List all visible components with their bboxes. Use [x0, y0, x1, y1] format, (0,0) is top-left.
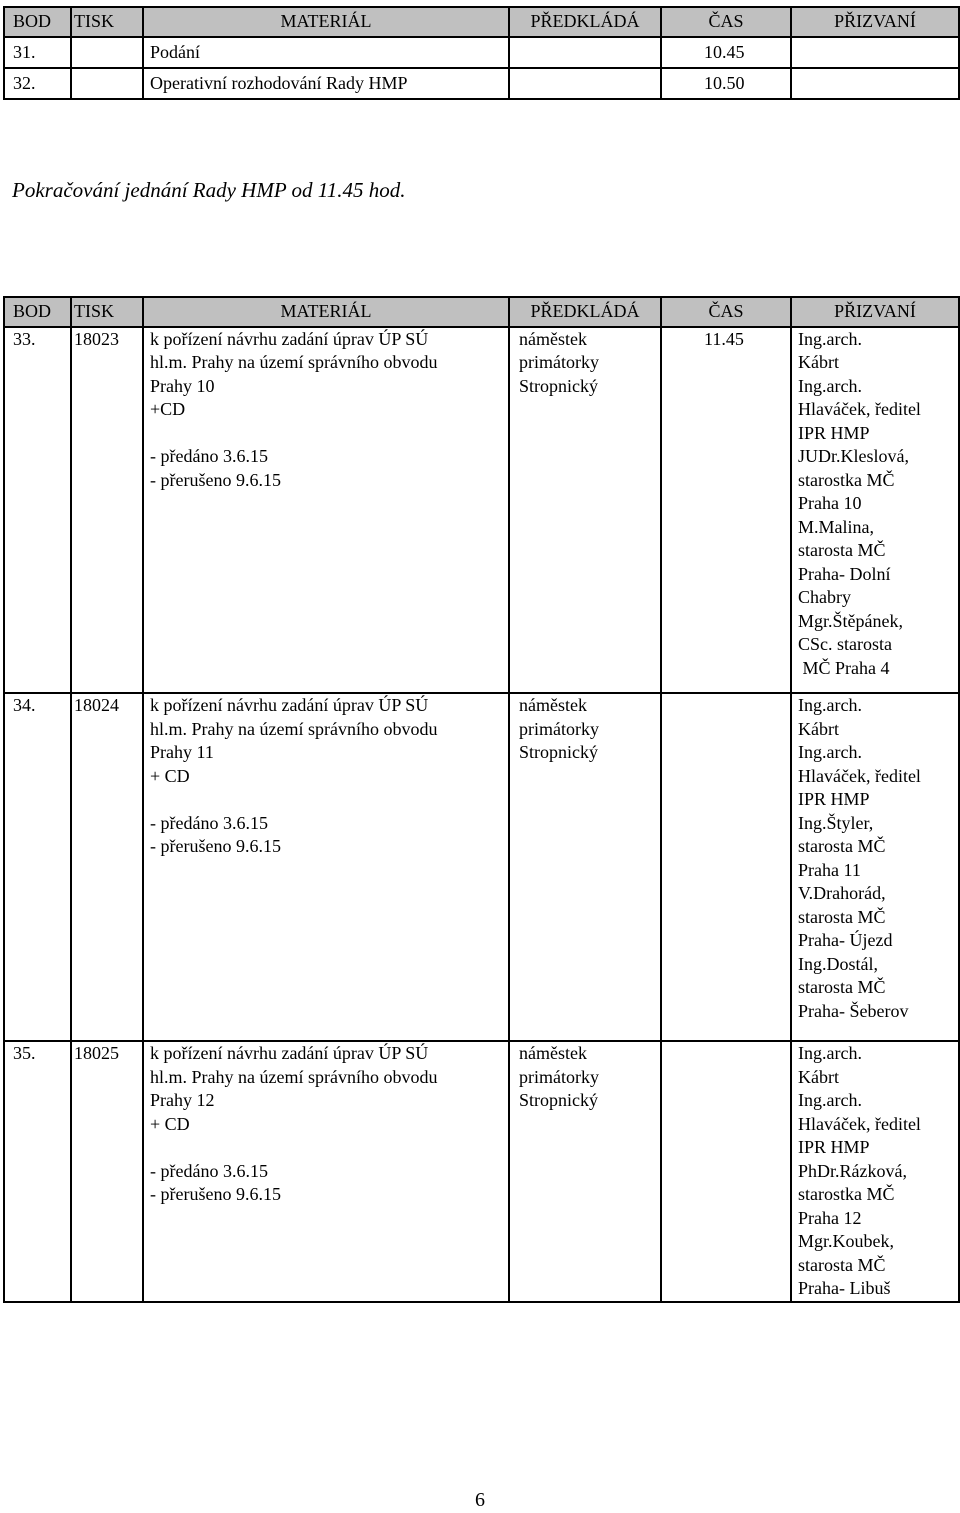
blank-line [150, 422, 508, 446]
cell-prizvani-line: starostka MČ [798, 469, 895, 490]
header-cas: ČAS [661, 297, 791, 327]
cell-cas [661, 1041, 791, 1302]
cell-prizvani [791, 37, 959, 68]
table-header-row [4, 297, 959, 327]
cell-prizvani [791, 693, 959, 1041]
cell-predklada [509, 327, 661, 694]
cell-material-line: - předáno 3.6.15 [150, 446, 268, 466]
cell-prizvani-line: Ing.arch. [798, 695, 862, 715]
cell-prizvani-line: Ing.arch. [798, 1090, 862, 1110]
cell-prizvani-line: JUDr.Kleslová, [798, 446, 909, 466]
table-row [4, 693, 959, 1041]
header-predklada: PŘEDKLÁDÁ [509, 297, 661, 327]
cell-prizvani-line: Praha- Dolní [798, 563, 891, 584]
cell-prizvani-line: Ing.arch. [798, 742, 862, 762]
cell-prizvani-line: MČ Praha 4 [798, 657, 890, 678]
cell-prizvani-line: Ing.arch. [798, 1043, 862, 1063]
cell-predklada [509, 1041, 661, 1302]
table-row [4, 1041, 959, 1302]
cell-cas: 10.50 [661, 68, 791, 99]
cell-predklada-line: primátorky [519, 1066, 599, 1087]
cell-prizvani-line: Praha- Újezd [798, 930, 893, 950]
cell-material [143, 693, 509, 1041]
cell-prizvani-line: M.Malina, [798, 516, 874, 537]
table-row [4, 327, 959, 694]
cell-prizvani-line: starosta MČ [798, 977, 886, 997]
cell-material-line: Prahy 11 [150, 742, 214, 762]
cell-material-line: - předáno 3.6.15 [150, 812, 268, 833]
cell-material [143, 327, 509, 694]
cell-tisk [71, 37, 143, 68]
cell-prizvani-line: IPR HMP [798, 422, 870, 443]
cell-material: Operativní rozhodování Rady HMP [143, 68, 509, 99]
cell-prizvani-line: Ing.arch. [798, 328, 862, 349]
cell-predklada-line: náměstek [519, 695, 587, 715]
cell-predklada-line: primátorky [519, 352, 599, 372]
cell-material-line: hl.m. Prahy na území správního obvodu [150, 352, 438, 372]
agenda-table-2 [3, 296, 960, 1303]
cell-predklada-line: Stropnický [519, 742, 598, 762]
cell-material-line: - přerušeno 9.6.15 [150, 836, 281, 856]
cell-prizvani-line: Kábrt [798, 352, 839, 372]
cell-prizvani-line: CSc. starosta [798, 634, 892, 654]
cell-prizvani-line: Praha- Šeberov [798, 1000, 909, 1021]
cell-cas: 11.45 [661, 327, 791, 694]
cell-prizvani-line: Hlaváček, ředitel [798, 765, 921, 786]
cell-prizvani [791, 1041, 959, 1302]
cell-predklada-line: náměstek [519, 328, 587, 349]
cell-predklada-line: náměstek [519, 1043, 587, 1063]
cell-material-line: Prahy 10 [150, 375, 215, 396]
header-bod: BOD [4, 297, 71, 327]
section-heading: Pokračování jednání Rady HMP od 11.45 hod. [12, 178, 406, 202]
cell-prizvani-line: Ing.Štyler, [798, 812, 874, 833]
cell-prizvani-line: V.Drahorád, [798, 883, 886, 903]
cell-material-line: Prahy 12 [150, 1090, 215, 1110]
cell-prizvani-line: IPR HMP [798, 1137, 870, 1157]
cell-prizvani-line: starostka MČ [798, 1184, 895, 1204]
cell-material-line: - přerušeno 9.6.15 [150, 469, 281, 490]
page-number: 6 [475, 1489, 485, 1511]
cell-material-line: hl.m. Prahy na území správního obvodu [150, 718, 438, 739]
cell-predklada [509, 68, 661, 99]
cell-prizvani-line: Praha 10 [798, 493, 862, 513]
cell-material-line: + CD [150, 765, 190, 786]
header-material: MATERIÁL [143, 7, 509, 37]
cell-cas [661, 693, 791, 1041]
cell-prizvani [791, 68, 959, 99]
header-cas: ČAS [661, 7, 791, 37]
cell-bod: 35. [4, 1041, 71, 1302]
table-row [4, 68, 959, 99]
cell-prizvani [791, 327, 959, 694]
cell-predklada-line: Stropnický [519, 1090, 598, 1110]
cell-material-line: k pořízení návrhu zadání úprav ÚP SÚ [150, 1043, 429, 1063]
cell-material-line: k pořízení návrhu zadání úprav ÚP SÚ [150, 695, 429, 715]
cell-prizvani-line: starosta MČ [798, 906, 886, 927]
cell-prizvani-line: Mgr.Štěpánek, [798, 610, 903, 631]
cell-bod: 34. [4, 693, 71, 1041]
table-header-row [4, 7, 959, 37]
cell-predklada [509, 693, 661, 1041]
cell-bod: 32. [4, 68, 71, 99]
cell-bod: 33. [4, 327, 71, 694]
blank-line [150, 1136, 508, 1160]
cell-prizvani-line: Kábrt [798, 1066, 839, 1087]
header-tisk: TISK [71, 297, 143, 327]
cell-material-line: k pořízení návrhu zadání úprav ÚP SÚ [150, 328, 429, 349]
cell-prizvani-line: PhDr.Rázková, [798, 1160, 907, 1181]
cell-prizvani-line: Praha 12 [798, 1207, 862, 1228]
cell-tisk [71, 68, 143, 99]
cell-prizvani-line: Mgr.Koubek, [798, 1231, 894, 1251]
cell-prizvani-line: Chabry [798, 587, 851, 607]
header-bod: BOD [4, 7, 71, 37]
cell-prizvani-line: starosta MČ [798, 540, 886, 560]
cell-prizvani-line: Ing.Dostál, [798, 953, 878, 974]
blank-line [150, 788, 508, 812]
cell-prizvani-line: starosta MČ [798, 1254, 886, 1275]
agenda-table-1 [3, 6, 960, 100]
cell-material-line: - předáno 3.6.15 [150, 1160, 268, 1181]
cell-tisk: 18023 [71, 327, 143, 694]
cell-tisk: 18024 [71, 693, 143, 1041]
cell-prizvani-line: Hlaváček, ředitel [798, 1113, 921, 1134]
header-tisk: TISK [71, 7, 143, 37]
cell-material [143, 1041, 509, 1302]
cell-prizvani-line: Hlaváček, ředitel [798, 399, 921, 419]
header-prizvani: PŘIZVANÍ [791, 297, 959, 327]
cell-prizvani-line: Ing.arch. [798, 375, 862, 396]
cell-bod: 31. [4, 37, 71, 68]
cell-cas: 10.45 [661, 37, 791, 68]
cell-prizvani-line: Praha 11 [798, 859, 861, 880]
header-predklada: PŘEDKLÁDÁ [509, 7, 661, 37]
header-prizvani: PŘIZVANÍ [791, 7, 959, 37]
cell-tisk: 18025 [71, 1041, 143, 1302]
cell-material: Podání [143, 37, 509, 68]
cell-material-line: - přerušeno 9.6.15 [150, 1184, 281, 1204]
cell-material-line: hl.m. Prahy na území správního obvodu [150, 1066, 438, 1087]
header-material: MATERIÁL [143, 297, 509, 327]
cell-predklada-line: primátorky [519, 718, 599, 739]
cell-prizvani-line: Kábrt [798, 718, 839, 739]
table-row [4, 37, 959, 68]
cell-material-line: +CD [150, 399, 186, 419]
cell-predklada [509, 37, 661, 68]
cell-prizvani-line: starosta MČ [798, 836, 886, 856]
cell-predklada-line: Stropnický [519, 375, 598, 396]
cell-prizvani-line: Praha- Libuš [798, 1278, 891, 1298]
cell-material-line: + CD [150, 1113, 190, 1134]
cell-prizvani-line: IPR HMP [798, 789, 870, 809]
